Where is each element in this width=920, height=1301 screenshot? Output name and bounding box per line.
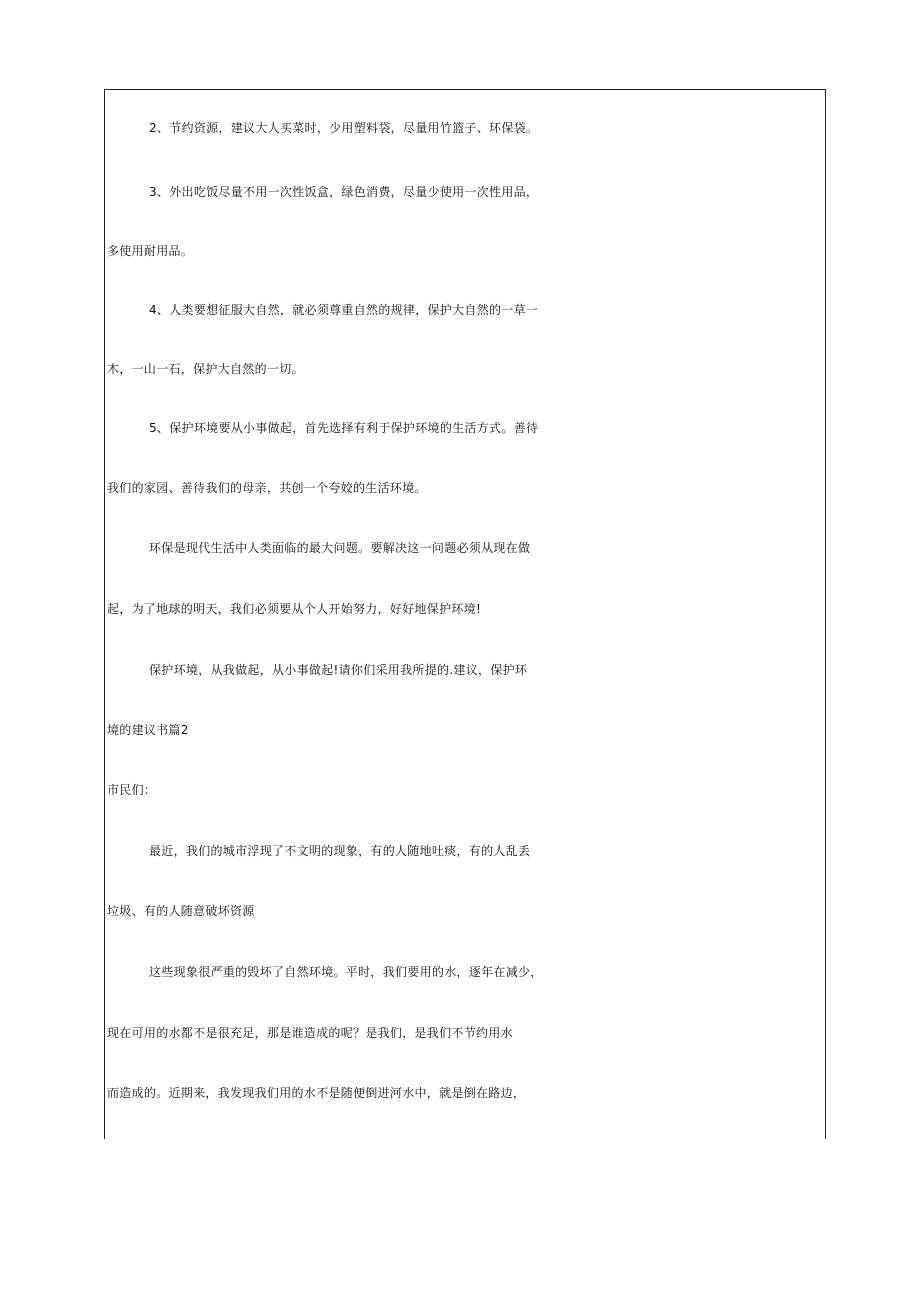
salutation: 市民们： xyxy=(107,783,157,797)
paragraph-line: 这些现象很严重的毁坏了自然环境。平时，我们要用的水，逐年在减少， xyxy=(149,965,543,979)
paragraph-line: 5、保护环境要从小事做起，首先选择有利于保护环境的生活方式。善待 xyxy=(149,421,539,435)
paragraph-line: 2、节约资源，建议大人买菜时，少用塑料袋，尽量用竹篮子、环保袋。 xyxy=(149,121,539,135)
paragraph-line: 多使用耐用品。 xyxy=(107,244,194,258)
paragraph-line: 木，一山一石，保护大自然的一切。 xyxy=(107,362,304,376)
paragraph-line: 垃圾、有的人随意破坏资源 xyxy=(107,904,255,918)
paragraph-line: 环保是现代生活中人类面临的最大问题。要解决这一问题必须从现在做 xyxy=(149,541,531,555)
paragraph-line: 起，为了地球的明天，我们必须要从个人开始努力，好好地保护环境! xyxy=(107,602,482,616)
paragraph-line: 最近，我们的城市浮现了不文明的现象，有的人随地吐痰，有的人乱丢 xyxy=(149,844,531,858)
paragraph-line: 4、人类要想征服大自然，就必须尊重自然的规律，保护大自然的一草一 xyxy=(149,303,539,317)
paragraph-line: 而造成的。近期来，我发现我们用的水不是随便倒进河水中，就是倒在路边， xyxy=(107,1086,526,1100)
section-heading: 境的建议书篇2 xyxy=(107,723,189,737)
paragraph-line: 保护环境，从我做起，从小事做起!请你们采用我所提的.建议，保护环 xyxy=(149,663,528,677)
paragraph-line: 3、外出吃饭尽量不用一次性饭盒，绿色消费，尽量少使用一次性用品， xyxy=(149,185,539,199)
paragraph-line: 我们的家园、善待我们的母亲，共创一个夸姣的生活环境。 xyxy=(107,481,427,495)
paragraph-line: 现在可用的水都不是很充足，那是谁造成的呢？是我们，是我们不节约用水 xyxy=(107,1026,513,1040)
